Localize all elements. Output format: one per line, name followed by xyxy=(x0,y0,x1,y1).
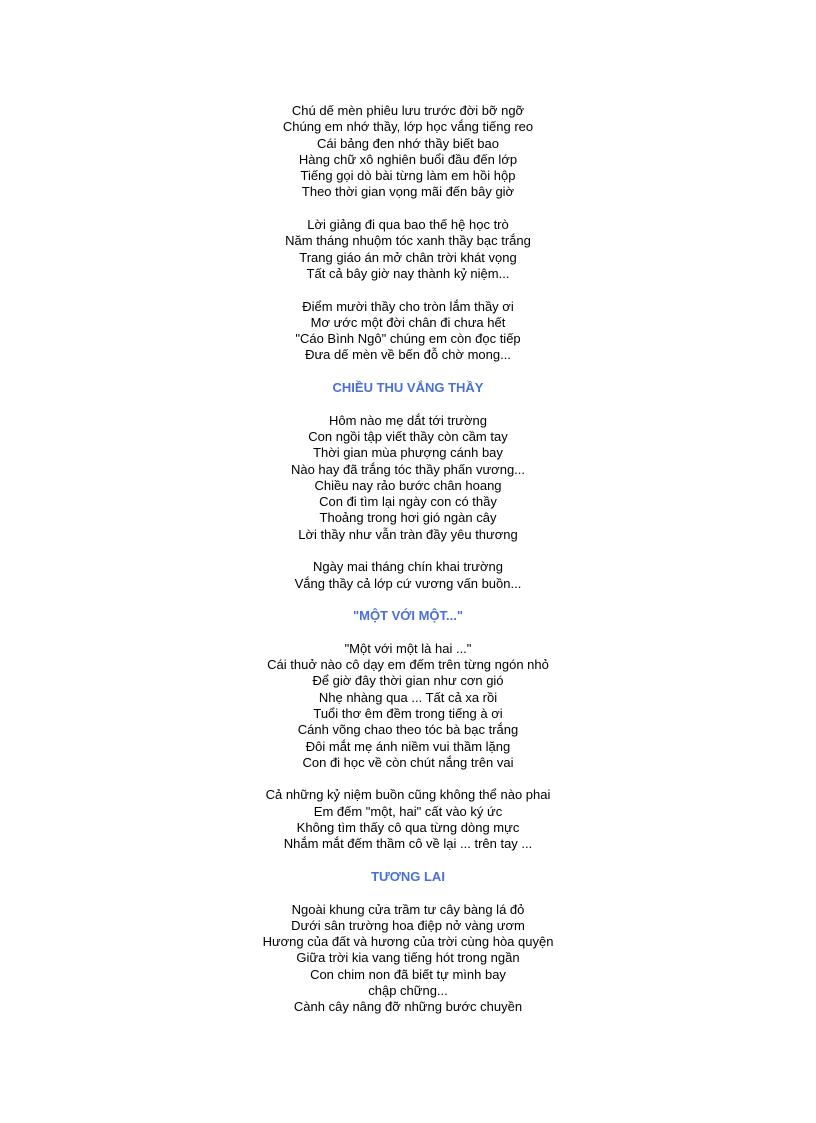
poem-3 xyxy=(0,592,816,853)
poem-line: Dưới sân trường hoa điệp nở vàng ươm xyxy=(291,917,525,933)
poem-line: Tất cả bây giờ nay thành kỷ niệm... xyxy=(306,265,510,281)
stanza xyxy=(0,413,816,543)
poem-line: "Cáo Bình Ngô" chúng em còn đọc tiếp xyxy=(295,331,521,347)
poem-line: Hàng chữ xô nghiên buổi đầu đến lớp xyxy=(298,151,518,167)
poem-line: Cái thuở nào cô dạy em đếm trên từng ngón nhỏ xyxy=(267,657,549,673)
poem-line: Năm tháng nhuộm tóc xanh thầy bạc trắng xyxy=(285,233,531,249)
poem-line: Giữa trời kia vang tiếng hót trong ngần xyxy=(296,950,520,966)
stanza-gap xyxy=(0,201,816,217)
poem-line: "Một với một là hai ..." xyxy=(344,640,472,656)
stanza xyxy=(0,103,816,201)
poem-line: chập chững... xyxy=(368,983,448,999)
poem-page xyxy=(0,103,816,1016)
poem-line: Chiều nay rảo bước chân hoang xyxy=(314,477,502,493)
poem-line: Nhẹ nhàng qua ... Tất cả xa rồi xyxy=(318,689,498,705)
stanza xyxy=(0,641,816,771)
stanza xyxy=(0,559,816,592)
stanza-gap xyxy=(0,543,816,559)
spacer xyxy=(0,625,816,641)
poem-4 xyxy=(0,853,816,1016)
poem-line: Nào hay đã trắng tóc thầy phấn vương... xyxy=(290,461,526,477)
poem-line: Đôi mắt mẹ ánh niềm vui thầm lặng xyxy=(305,738,511,754)
poem-line: Cánh võng chao theo tóc bà bạc trắng xyxy=(297,722,519,738)
poem-line: Con ngồi tập viết thầy còn cầm tay xyxy=(308,428,508,444)
spacer xyxy=(0,853,816,869)
stanza xyxy=(0,787,816,852)
poem-line: Hương của đất và hương của trời cùng hòa quyện xyxy=(262,934,554,950)
poem-title: CHIỀU THU VẮNG THẦY xyxy=(332,380,484,396)
poem-line: Vắng thầy cả lớp cứ vương vấn buồn... xyxy=(294,575,522,591)
poem-1 xyxy=(0,103,816,364)
poem-line: Cả những kỷ niệm buồn cũng không thể nào phai xyxy=(265,787,551,803)
poem-line: Cành cây nâng đỡ những bước chuyền xyxy=(293,999,523,1015)
poem-line: Cái bảng đen nhớ thầy biết bao xyxy=(317,135,499,151)
poem-2 xyxy=(0,364,816,592)
poem-line: Trang giáo án mở chân trời khát vọng xyxy=(299,249,517,265)
poem-line: Tiếng gọi dò bài từng làm em hồi hộp xyxy=(300,168,516,184)
poem-line: Nhắm mắt đếm thầm cô về lại ... trên tay ... xyxy=(283,836,533,852)
poem-line: Tuổi thơ êm đềm trong tiếng à ơi xyxy=(313,705,503,721)
poem-line: Thoảng trong hơi gió ngàn cây xyxy=(319,510,497,526)
poem-line: Không tìm thấy cô qua từng dòng mực xyxy=(296,820,520,836)
spacer xyxy=(0,592,816,608)
poem-line: Điểm mười thầy cho tròn lắm thầy ơi xyxy=(302,298,514,314)
poem-line: Chú dế mèn phiêu lưu trước đời bỡ ngỡ xyxy=(291,103,525,118)
poem-line: Ngoài khung cửa trầm tư cây bàng lá đỏ xyxy=(291,901,525,917)
poem-line: Con đi học về còn chút nắng trên vai xyxy=(302,754,514,770)
stanza-gap xyxy=(0,282,816,298)
poem-line: Thời gian mùa phượng cánh bay xyxy=(313,445,503,461)
stanza xyxy=(0,299,816,364)
spacer xyxy=(0,364,816,380)
poem-line: Con chim non đã biết tự mình bay xyxy=(310,966,506,982)
poem-line: Ngày mai tháng chín khai trường xyxy=(313,559,503,575)
poem-line: Em đếm "một, hai" cất vào ký ức xyxy=(313,803,503,819)
stanza xyxy=(0,217,816,282)
poem-title: TƯƠNG LAI xyxy=(371,868,445,884)
stanza xyxy=(0,902,816,1016)
poem-line: Hôm nào mẹ dắt tới trường xyxy=(329,412,487,428)
stanza-gap xyxy=(0,771,816,787)
poem-line: Chúng em nhớ thầy, lớp học vắng tiếng reo xyxy=(282,119,534,135)
poem-line: Lời thầy như vẫn tràn đầy yêu thương xyxy=(298,526,518,542)
poem-line: Lời giảng đi qua bao thế hệ học trò xyxy=(307,217,509,233)
poem-line: Để giờ đây thời gian như cơn gió xyxy=(312,673,504,689)
poem-line: Theo thời gian vọng mãi đến bây giờ xyxy=(301,184,515,200)
spacer xyxy=(0,396,816,412)
poem-line: Con đi tìm lại ngày con có thầy xyxy=(319,494,497,510)
poem-line: Mơ ước một đời chân đi chưa hết xyxy=(310,314,506,330)
poem-title: "MỘT VỚI MỘT..." xyxy=(352,608,464,624)
poem-line: Đưa dế mèn về bến đỗ chờ mong... xyxy=(305,347,511,363)
spacer xyxy=(0,885,816,901)
